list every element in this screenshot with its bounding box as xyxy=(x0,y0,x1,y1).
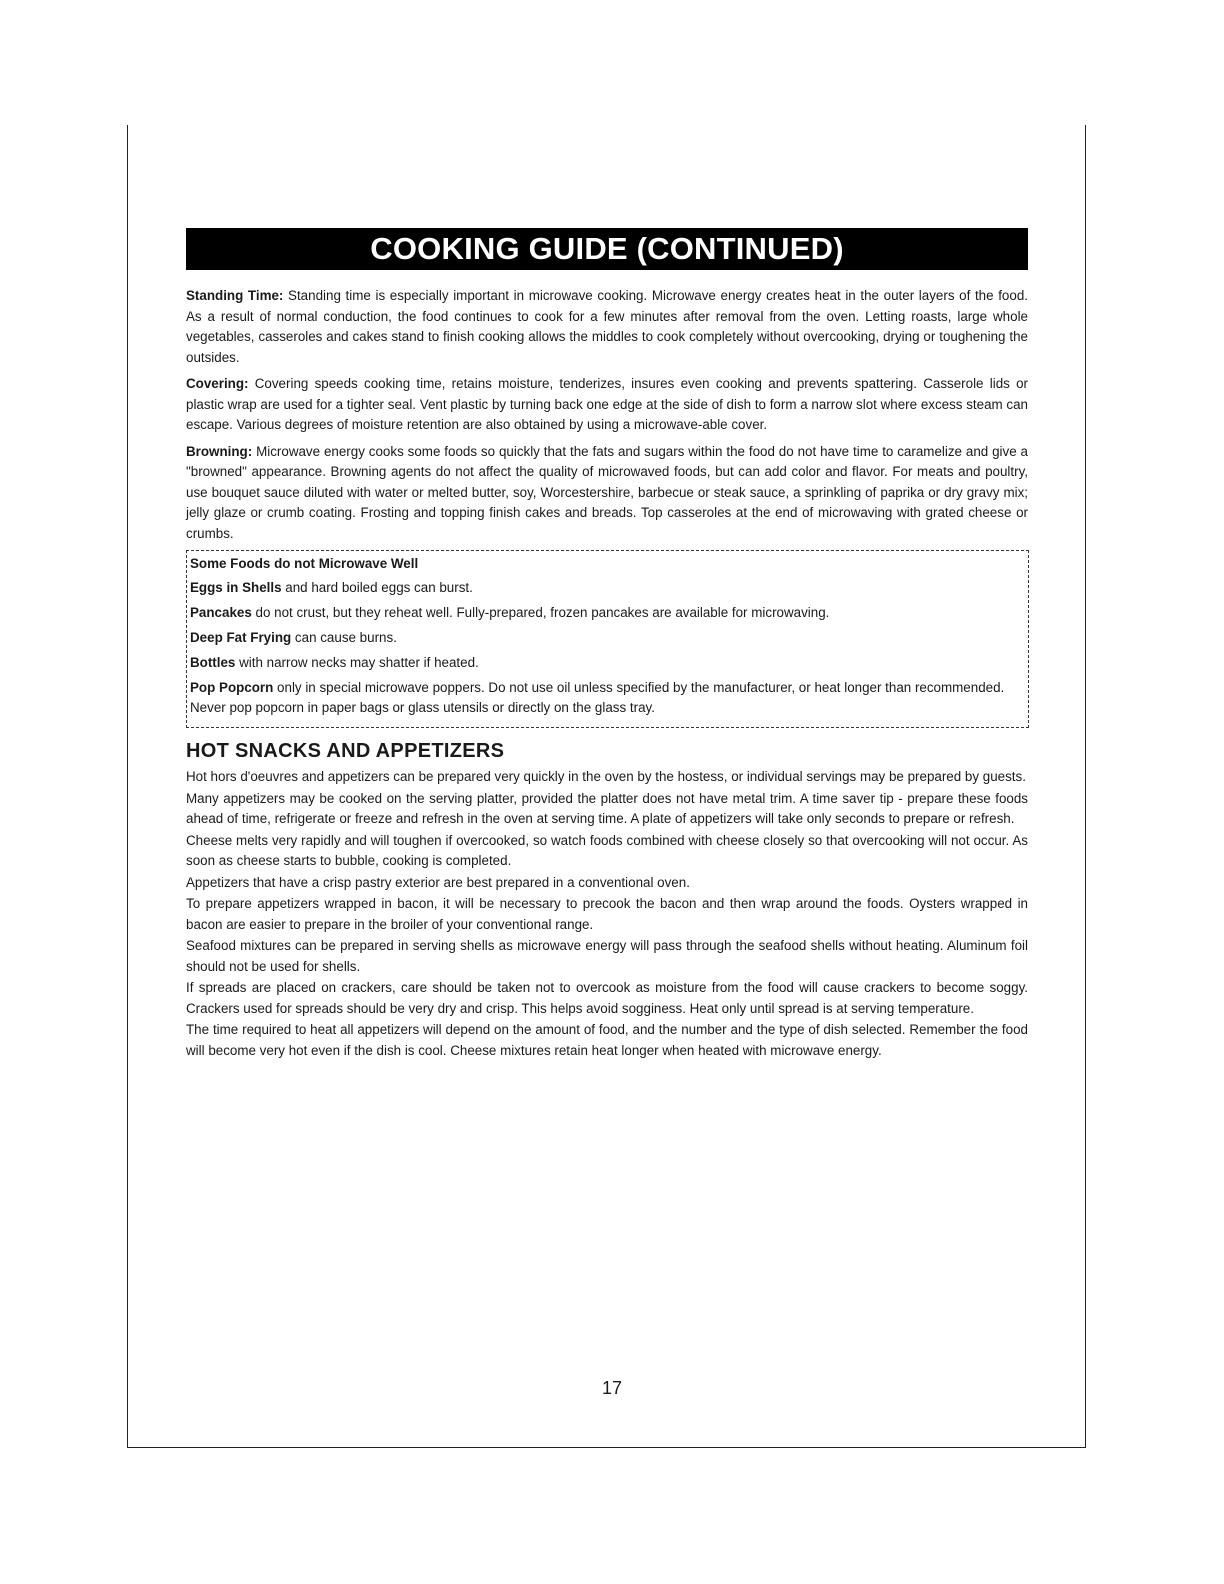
section-paragraph: The time required to heat all appetizers will depend on the amount of food, and the number and the type of dish selected. Remember the food will become very hot even if the dish is cool. Cheese mixtures retain heat longer when heated with microwave energy. xyxy=(186,1022,1028,1058)
covering-term: Covering: xyxy=(186,376,249,391)
foods-not-microwave-well-box xyxy=(186,550,1029,728)
page-frame-bottom xyxy=(127,1447,1086,1448)
standing-time-term: Standing Time: xyxy=(186,288,284,303)
tip-item xyxy=(190,578,1022,598)
page-title: COOKING GUIDE (CONTINUED) xyxy=(186,228,1028,270)
section-paragraph: If spreads are placed on crackers, care should be taken not to overcook as moisture from the food will cause crackers to become soggy. Crackers used for spreads should be very dry and crisp. This helps avoid sogginess. Heat only until spread is at serving temperature. xyxy=(186,980,1028,1016)
covering-text: Covering speeds cooking time, retains moisture, tenderizes, insures even cooking and prevents spattering. Casserole lids or plastic wrap are used for a tighter seal. Vent plastic by turning back one edge at the side of dish to form a narrow slot where excess steam can escape. Various degrees of moisture retention are also obtained by using a microwave-able cover. xyxy=(186,376,1028,432)
tip-text: and hard boiled eggs can burst. xyxy=(281,580,473,595)
tip-term: Eggs in Shells xyxy=(190,580,282,595)
page-number: 17 xyxy=(601,1378,623,1398)
covering-paragraph xyxy=(186,374,1028,436)
browning-text: Microwave energy cooks some foods so quickly that the fats and sugars within the food do not have time to caramelize and give a "browned" appearance. Browning agents do not affect the quality of microwaved foods, but can add color and flavor. For meats and poultry, use bouquet sauce diluted with water or melted butter, soy, Worcestershire, barbecue or steak sauce, a sprinkling of paprika or dry gravy mix; jelly glaze or crumb coating. Frosting and topping finish cakes and breads. Top casseroles at the end of microwaving with grated cheese or crumbs. xyxy=(186,443,1028,541)
tip-item xyxy=(190,603,1022,623)
section-paragraph: Appetizers that have a crisp pastry exterior are best prepared in a conventional oven. xyxy=(186,874,690,890)
page-frame-right xyxy=(1085,125,1086,1447)
tip-text: can cause burns. xyxy=(291,630,397,645)
tip-text: with narrow necks may shatter if heated. xyxy=(235,655,479,670)
tip-item xyxy=(190,628,1022,648)
section-paragraph: To prepare appetizers wrapped in bacon, it will be necessary to precook the bacon and then wrap around the foods. Oysters wrapped in bacon are easier to prepare in the broiler of your conventional range. xyxy=(186,896,1028,932)
tip-term: Deep Fat Frying xyxy=(190,630,292,645)
page-frame-left xyxy=(127,125,128,1447)
tip-term: Pop Popcorn xyxy=(190,680,274,695)
tips-box-title: Some Foods do not Microwave Well xyxy=(190,556,419,571)
tip-text: do not crust, but they reheat well. Fully-prepared, frozen pancakes are available for microwaving. xyxy=(251,605,830,620)
section-paragraph: Hot hors d'oeuvres and appetizers can be prepared very quickly in the oven by the hostess, or individual servings may be prepared by guests. xyxy=(186,769,1026,784)
section-paragraph: Cheese melts very rapidly and will toughen if overcooked, so watch foods combined with cheese closely so that overcooking will not occur. As soon as cheese starts to bubble, cooking is completed. xyxy=(186,832,1028,868)
standing-time-paragraph xyxy=(186,286,1028,368)
tip-term: Pancakes xyxy=(190,605,252,620)
tip-text: only in special microwave poppers. Do not use oil unless specified by the manufacturer, or heat longer than recommended. Never pop popcorn in paper bags or glass utensils or directly on the glass tray. xyxy=(190,680,1005,715)
section-paragraph: Seafood mixtures can be prepared in serving shells as microwave energy will pass through the seafood shells without heating. Aluminum foil should not be used for shells. xyxy=(186,938,1028,974)
browning-paragraph xyxy=(186,442,1028,545)
tip-item xyxy=(190,678,1022,718)
section-heading: HOT SNACKS AND APPETIZERS xyxy=(186,740,505,762)
page-content xyxy=(186,228,1028,1062)
standing-time-text: Standing time is especially important in microwave cooking. Microwave energy creates heat in the outer layers of the food. As a result of normal conduction, the food continues to cook for a few minutes after removal from the oven. Letting roasts, large whole vegetables, casseroles and cakes stand to finish cooking allows the middles to cook completely without overcooking, drying or toughening the outsides. xyxy=(186,288,1028,365)
tip-item xyxy=(190,653,1022,673)
section-paragraph: Many appetizers may be cooked on the serving platter, provided the platter does not have metal trim. A time saver tip - prepare these foods ahead of time, refrigerate or freeze and refresh in the oven at serving time. A plate of appetizers will take only seconds to prepare or refresh. xyxy=(186,790,1028,826)
tip-term: Bottles xyxy=(190,655,236,670)
browning-term: Browning: xyxy=(186,443,253,459)
